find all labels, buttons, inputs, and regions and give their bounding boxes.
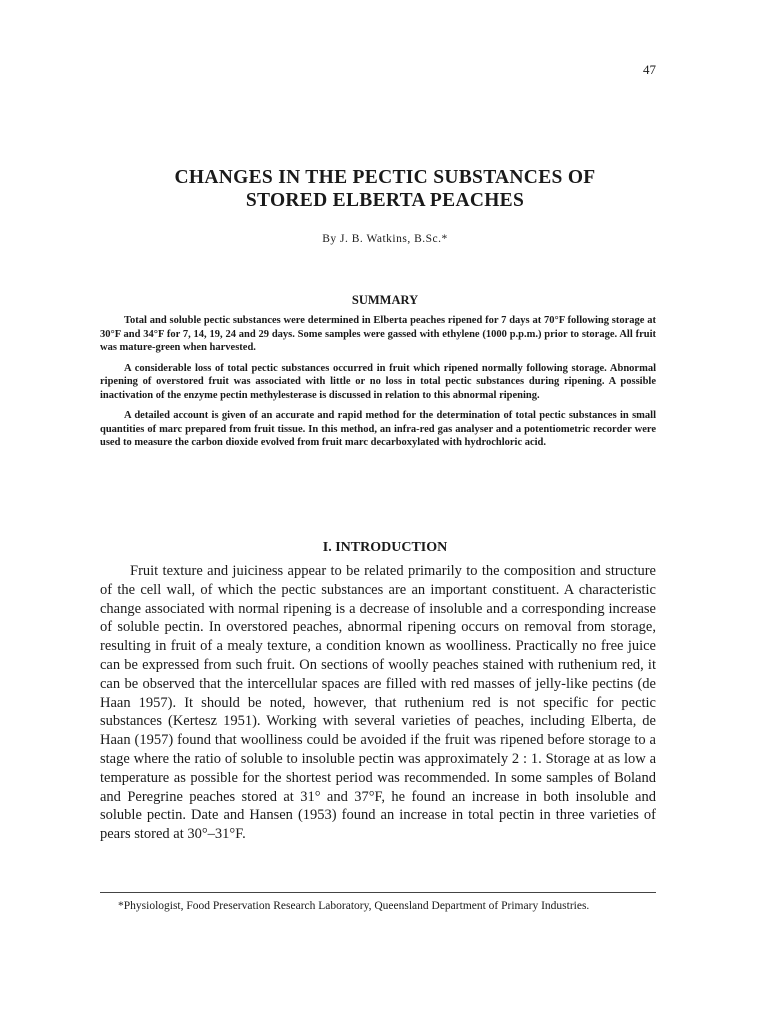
introduction-paragraph: Fruit texture and juiciness appear to be related primarily to the composition and structure of the cell wall, of which the pectic substances are an important constituent. A characteristic change associated with normal ripening is a decrease of insoluble and a corresponding increase of soluble pectin. In overstored peaches, abnormal ripening occurs on removal from storage, resulting in fruit of a mealy texture, a condition known as woolliness. Practically no free juice can be expressed from such fruit. On sections of woolly peaches stained with ruthenium red, it can be observed that the intercellular spaces are filled with red masses of jelly-like pectins (de Haan 1957). It should be noted, however, that ruthenium red is not specific for pectic substances (Kertesz 1951). Working with several varieties of peaches, including Elberta, de Haan (1957) found that woolliness could be avoided if the fruit was ripened before storage to a stage where the ratio of soluble to insoluble pectin was approximately 2 : 1. Storage at as low a temperature as possible for the shortest period was recommended. In some samples of Boland and Peregrine peaches stored at 31° and 37°F, he found an increase in both insoluble and soluble pectin. Date and Hansen (1953) found an increase in total pectin in three varieties of pears stored at 30°–31°F.: [100, 563, 656, 843]
introduction-heading: I. INTRODUCTION: [322, 540, 448, 555]
summary-paragraph: A detailed account is given of an accurate and rapid method for the determination of total pectic substances in small quantities of marc prepared from fruit tissue. In this method, an infra-red gas analyser and a potentiometric recorder were used to measure the carbon dioxide evolved from fruit marc decarboxylated with hydrochloric acid.: [100, 410, 656, 448]
title-line-2: STORED ELBERTA PEACHES: [245, 190, 525, 211]
footnote-divider: [100, 892, 656, 893]
title-line-1: CHANGES IN THE PECTIC SUBSTANCES OF: [174, 167, 596, 188]
page-number: 47: [643, 62, 656, 77]
summary-paragraph: Total and soluble pectic substances were determined in Elberta peaches ripened for 7 days at 70°F following storage at 30°F and 34°F for 7, 14, 19, 24 and 29 days. Some samples were gassed with ethylene (1000 p.p.m.) prior to storage. All fruit was mature-green when harvested.: [100, 315, 656, 353]
paper-title: [90, 166, 680, 212]
summary-paragraph: A considerable loss of total pectic substances occurred in fruit which ripened normally following storage. Abnormal ripening of overstored fruit was associated with little or no loss in total pectic substances during ripening. A possible inactivation of the enzyme pectin methylesterase is discussed in relation to this abnormal ripening.: [100, 362, 656, 401]
footnote: *Physiologist, Food Preservation Research Laboratory, Queensland Department of Primary Industries.: [118, 900, 590, 912]
author-byline: By J. B. Watkins, B.Sc.*: [322, 233, 448, 245]
summary-section: [100, 314, 656, 457]
summary-heading: SUMMARY: [351, 293, 419, 307]
